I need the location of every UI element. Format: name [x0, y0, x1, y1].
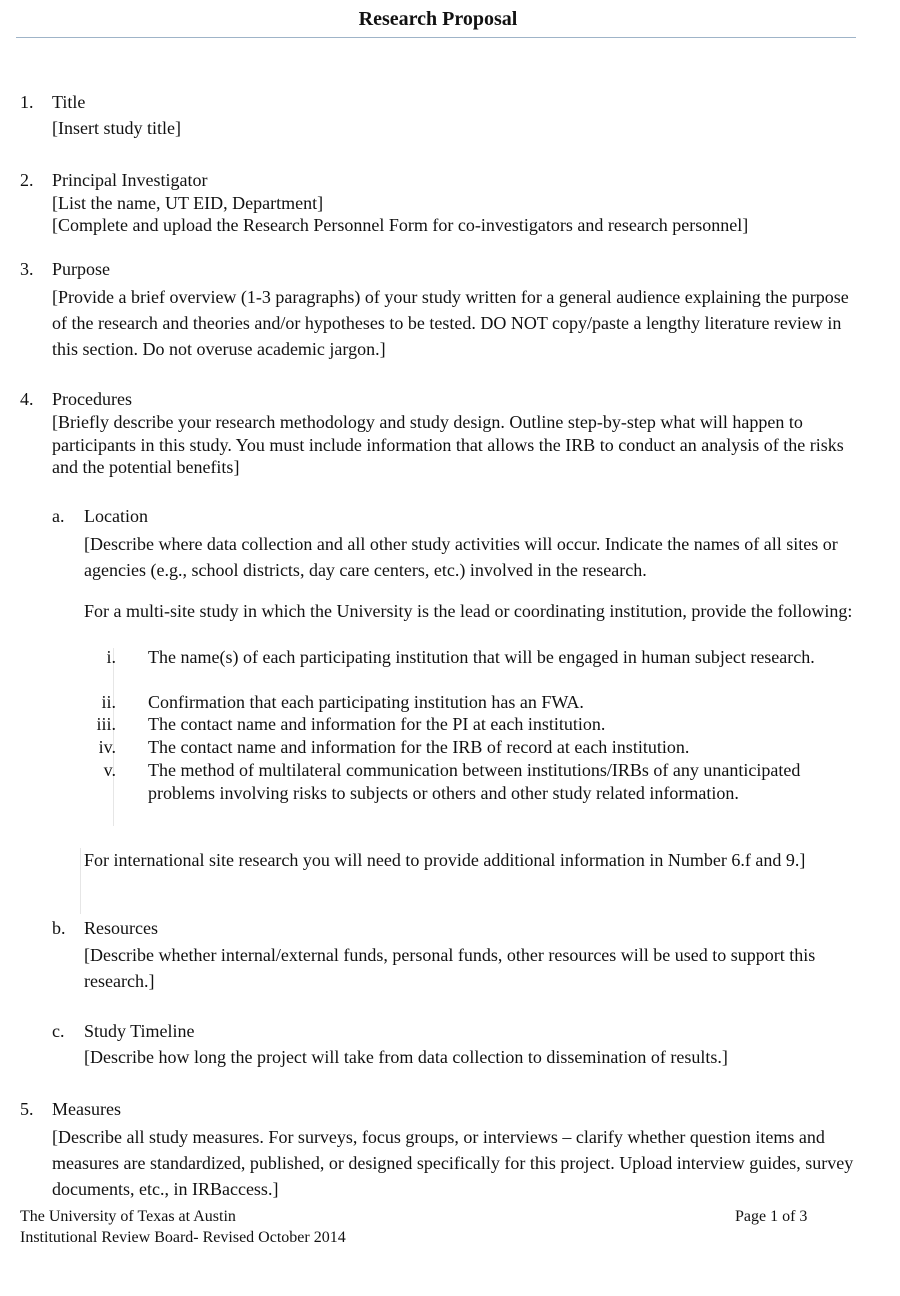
subsection-heading-study-timeline: Study Timeline [84, 1021, 195, 1041]
footer-organization: The University of Texas at Austin [20, 1208, 236, 1225]
subsection-body: [Describe how long the project will take from data collection to dissemination of results.] [84, 1047, 728, 1067]
section-number: 4. [20, 389, 34, 409]
section-number: 5. [20, 1099, 34, 1119]
international-note: For international site research you will need to provide additional information in Number 6.f and 9.] [84, 850, 806, 870]
multisite-intro: For a multi-site study in which the University is the lead or coordinating institution, provide the following: [84, 601, 853, 621]
list-item: The contact name and information for the PI at each institution. [148, 714, 606, 734]
section-body: [Provide a brief overview (1-3 paragraphs) of your study written for a general audience explaining the purpose of the research and theories and/or hypotheses to be tested. DO NOT copy/paste a lengthy literature review in this section. Do not overuse academic jargon.] [52, 287, 849, 359]
section-heading-measures: Measures [52, 1099, 121, 1119]
title-divider [16, 37, 856, 38]
subsection-body: [Describe where data collection and all other study activities will occur. Indicate the names of all sites or agencies (e.g., school districts, day care centers, etc.) involved in the research. [84, 534, 838, 580]
section-body: [Briefly describe your research methodology and study design. Outline step-by-step what will happen to participants in this study. You must include information that allows the IRB to conduct an analysis of the risks and the potential benefits] [52, 412, 844, 477]
list-item: The method of multilateral communication between institutions/IRBs of any unanticipated problems involving risks to subjects or others and other study related information. [148, 760, 801, 803]
subsection-label: b. [52, 918, 66, 938]
list-item-number: iv. [98, 737, 116, 757]
subsection-heading-resources: Resources [84, 918, 158, 938]
subsection-label: a. [52, 506, 65, 526]
list-item-number: v. [103, 760, 116, 780]
list-item-number: ii. [101, 692, 116, 712]
section-body: [Describe all study measures. For surveys, focus groups, or interviews – clarify whether question items and measures are standardized, published, or designed specifically for this project. Upload interview guides, survey documents, etc., in IRBaccess.] [52, 1127, 854, 1199]
subsection-body: [Describe whether internal/external funds, personal funds, other resources will be used to support this research.] [84, 945, 816, 991]
section-text: [List the name, UT EID, Department] [52, 193, 324, 213]
list-item: The contact name and information for the IRB of record at each institution. [148, 737, 690, 757]
page-title: Research Proposal [358, 8, 518, 30]
subsection-label: c. [52, 1021, 65, 1041]
section-number: 1. [20, 92, 34, 112]
section-number: 3. [20, 259, 34, 279]
subsection-heading-location: Location [84, 506, 148, 526]
section-heading-title: Title [52, 92, 86, 112]
section-heading-principal-investigator: Principal Investigator [52, 170, 208, 190]
list-item: Confirmation that each participating institution has an FWA. [148, 692, 584, 712]
section-number: 2. [20, 170, 34, 190]
section-text: [Complete and upload the Research Personnel Form for co-investigators and research personnel] [52, 215, 749, 235]
list-item-number: iii. [96, 714, 116, 734]
section-text: [Insert study title] [52, 118, 181, 138]
section-heading-purpose: Purpose [52, 259, 110, 279]
section-heading-procedures: Procedures [52, 389, 132, 409]
paragraph-guide-line [80, 848, 81, 914]
footer-revision: Institutional Review Board- Revised October 2014 [20, 1229, 346, 1246]
list-item: The name(s) of each participating institution that will be engaged in human subject research. [148, 647, 815, 667]
list-item-number: i. [106, 647, 116, 667]
page-number: Page 1 of 3 [735, 1208, 808, 1225]
